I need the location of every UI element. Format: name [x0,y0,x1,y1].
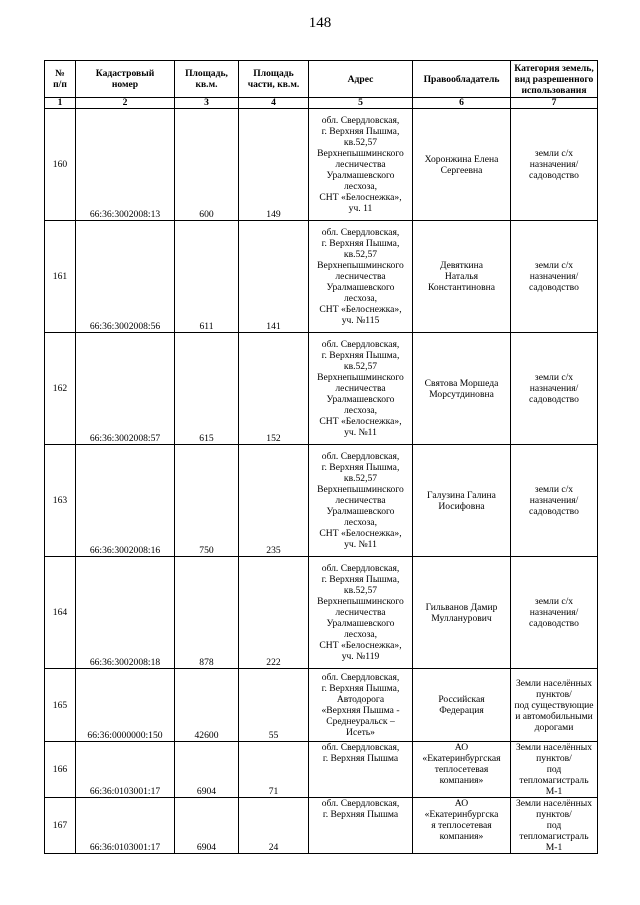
part-area: 141 [239,221,309,333]
address: обл. Свердловская, г. Верхняя Пышма, кв.52,57 Верхнепышминского лесничества Уралмашевского лесхоза, СНТ «Белоснежка», уч. №11 [309,445,413,557]
address: обл. Свердловская, г. Верхняя Пышма, кв.52,57 Верхнепышминского лесничества Уралмашевского лесхоза, СНТ «Белоснежка», уч. №119 [309,557,413,669]
address: обл. Свердловская, г. Верхняя Пышма, Автодорога «Верхняя Пышма - Среднеуральск – Исеть» [309,669,413,742]
row-number: 164 [45,557,76,669]
land-category: земли с/х назначения/ садоводство [511,109,598,221]
row-number: 165 [45,669,76,742]
land-category: Земли населённых пунктов/ под тепломагистраль М-1 [511,742,598,798]
address: обл. Свердловская, г. Верхняя Пышма, кв.52,57 Верхнепышминского лесничества Уралмашевского лесхоза, СНТ «Белоснежка», уч. 11 [309,109,413,221]
table-row [45,445,598,557]
table-row [45,109,598,221]
column-number-row [45,98,598,109]
cadastral-number: 66:36:3002008:13 [76,109,175,221]
plot-area: 750 [175,445,239,557]
address: обл. Свердловская, г. Верхняя Пышма, кв.52,57 Верхнепышминского лесничества Уралмашевского лесхоза, СНТ «Белоснежка», уч. №115 [309,221,413,333]
owner: Галузина Галина Иосифовна [413,445,511,557]
owner: Святова Моршеда Морсутдиновна [413,333,511,445]
address: обл. Свердловская, г. Верхняя Пышма [309,798,413,854]
row-number: 161 [45,221,76,333]
cadastral-number: 66:36:3002008:56 [76,221,175,333]
row-number: 167 [45,798,76,854]
land-category: земли с/х назначения/ садоводство [511,333,598,445]
cadastral-number: 66:36:3002008:16 [76,445,175,557]
header-category: Категория земель, вид разрешенного использования [511,61,598,98]
row-number: 162 [45,333,76,445]
part-area: 55 [239,669,309,742]
owner: Российская Федерация [413,669,511,742]
part-area: 71 [239,742,309,798]
plot-area: 878 [175,557,239,669]
row-number: 160 [45,109,76,221]
page-number: 148 [308,15,332,31]
owner: Девяткина Наталья Константиновна [413,221,511,333]
address: обл. Свердловская, г. Верхняя Пышма, кв.52,57 Верхнепышминского лесничества Уралмашевского лесхоза, СНТ «Белоснежка», уч. №11 [309,333,413,445]
plot-area: 6904 [175,798,239,854]
part-area: 24 [239,798,309,854]
address: обл. Свердловская, г. Верхняя Пышма [309,742,413,798]
header-part-area: Площадь части, кв.м. [239,61,309,98]
cadastral-number: 66:36:0103001:17 [76,742,175,798]
part-area: 152 [239,333,309,445]
table-row [45,742,598,798]
table-row [45,333,598,445]
column-number: 2 [76,98,175,109]
owner: АО «Екатеринбургская теплосетевая компания» [413,742,511,798]
land-category: Земли населённых пунктов/ под существующие и автомобильными дорогами [511,669,598,742]
plot-area: 6904 [175,742,239,798]
land-category: земли с/х назначения/ садоводство [511,221,598,333]
cadastral-number: 66:36:3002008:18 [76,557,175,669]
owner: Хоронжина Елена Сергеевна [413,109,511,221]
cadastral-number: 66:36:0000000:150 [76,669,175,742]
row-number: 166 [45,742,76,798]
land-category: Земли населённых пунктов/ под тепломагистраль М-1 [511,798,598,854]
cadastral-number: 66:36:0103001:17 [76,798,175,854]
table-row [45,798,598,854]
row-number: 163 [45,445,76,557]
plot-area: 42600 [175,669,239,742]
header-owner: Правообладатель [413,61,511,98]
column-number: 1 [45,98,76,109]
column-number: 7 [511,98,598,109]
land-plots-table [44,60,598,854]
column-number: 5 [309,98,413,109]
header-row [45,61,598,98]
part-area: 235 [239,445,309,557]
header-address: Адрес [309,61,413,98]
owner: АО «Екатеринбургска я теплосетевая компания» [413,798,511,854]
column-number: 3 [175,98,239,109]
plot-area: 615 [175,333,239,445]
column-number: 4 [239,98,309,109]
header-number: № п/п [45,61,76,98]
header-cadastral: Кадастровый номер [76,61,175,98]
table-row [45,669,598,742]
land-category: земли с/х назначения/ садоводство [511,557,598,669]
land-category: земли с/х назначения/ садоводство [511,445,598,557]
column-number: 6 [413,98,511,109]
part-area: 222 [239,557,309,669]
plot-area: 600 [175,109,239,221]
cadastral-number: 66:36:3002008:57 [76,333,175,445]
table-row [45,221,598,333]
part-area: 149 [239,109,309,221]
table-row [45,557,598,669]
header-area: Площадь, кв.м. [175,61,239,98]
plot-area: 611 [175,221,239,333]
owner: Гильванов Дамир Мулланурович [413,557,511,669]
